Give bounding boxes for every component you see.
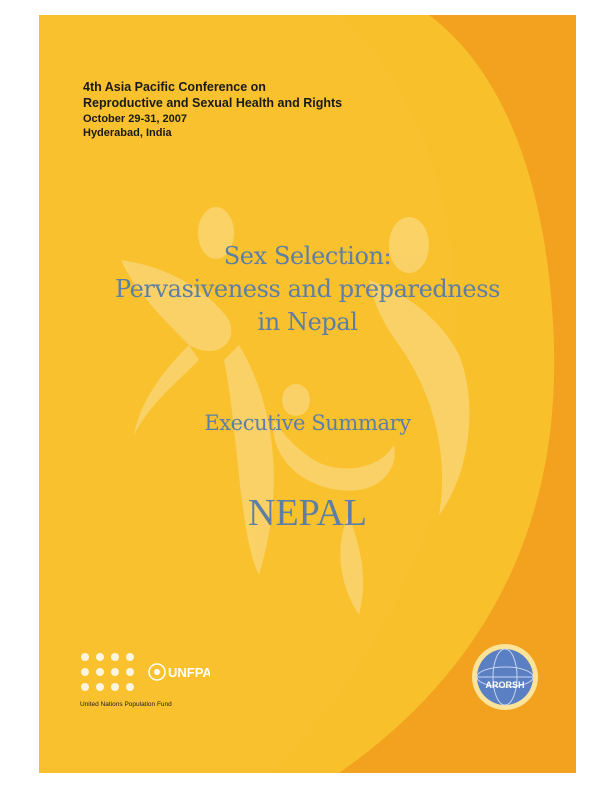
conference-location: Hyderabad, India — [83, 127, 172, 139]
unfpa-logo — [80, 652, 210, 705]
arorsh-logo — [471, 643, 539, 716]
unfpa-logo-graphic — [80, 652, 210, 700]
arorsh-text: ARORSH — [485, 680, 525, 690]
report-title-line2: Pervasiveness and preparedness — [114, 275, 501, 303]
report-title — [39, 240, 576, 339]
unfpa-caption: United Nations Population Fund — [80, 701, 172, 708]
report-subtitle: Executive Summary — [204, 411, 411, 435]
cover-page — [39, 15, 576, 773]
conference-title-line1: 4th Asia Pacific Conference on — [83, 80, 266, 94]
report-title-line1: Sex Selection: — [223, 242, 392, 270]
conference-dates: October 29-31, 2007 — [83, 113, 187, 125]
report-title-line3: in Nepal — [257, 308, 358, 336]
conference-info — [83, 79, 342, 140]
unfpa-text: UNFPA — [168, 665, 210, 680]
report-country: NEPAL — [248, 492, 367, 534]
globe-icon — [471, 643, 539, 711]
conference-title-line2: Reproductive and Sexual Health and Rights — [83, 96, 343, 110]
